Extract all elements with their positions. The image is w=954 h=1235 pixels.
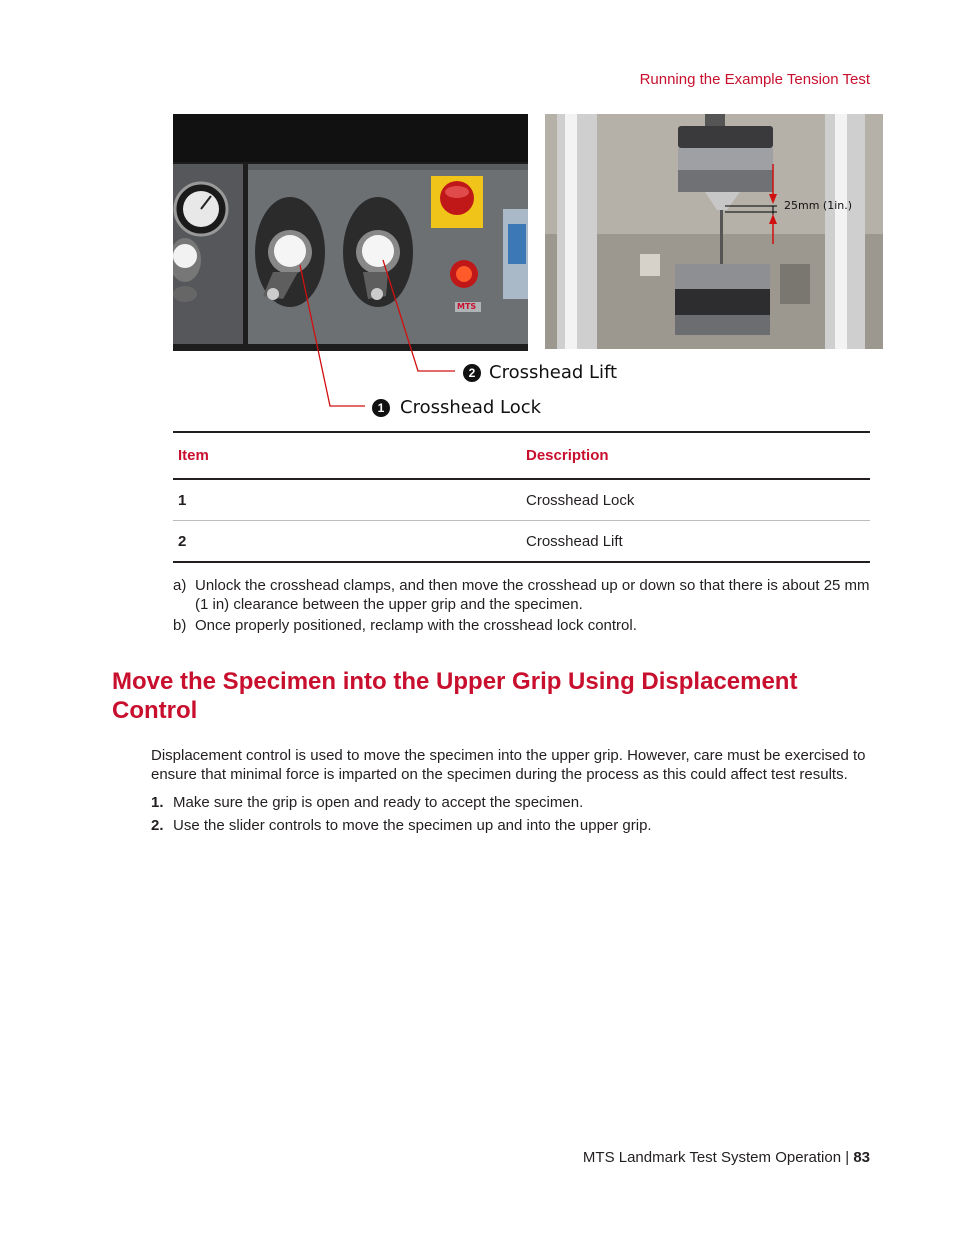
- page-footer: [583, 1149, 870, 1166]
- description-cell: Crosshead Lock: [521, 479, 870, 521]
- item-cell: 2: [173, 521, 521, 563]
- column-header-description: Description: [521, 432, 870, 479]
- step-text: Make sure the grip is open and ready to accept the specimen.: [173, 794, 584, 811]
- running-header: Running the Example Tension Test: [639, 71, 870, 88]
- list-item: [173, 576, 873, 614]
- step-number: 1.: [151, 794, 164, 811]
- description-cell: Crosshead Lift: [521, 521, 870, 563]
- callout-number: 1: [372, 399, 390, 417]
- section-paragraph: Displacement control is used to move the specimen into the upper grip. However, care must be exercised to ensure that minimal force is imparted on the specimen during the process as this could affect test results.: [151, 747, 866, 783]
- list-text: Once properly positioned, reclamp with the crosshead lock control.: [195, 617, 637, 634]
- callout-crosshead-lift: [463, 362, 617, 383]
- numbered-step-list: [151, 793, 873, 839]
- table-row: [173, 521, 870, 563]
- table-row: [173, 479, 870, 521]
- list-marker: a): [173, 577, 187, 594]
- step-text: Use the slider controls to move the specimen up and into the upper grip.: [173, 817, 652, 834]
- section-heading: Move the Specimen into the Upper Grip Using Displacement Control: [112, 668, 798, 724]
- list-marker: b): [173, 617, 187, 634]
- list-text: Unlock the crosshead clamps, and then move the crosshead up or down so that there is about 25 mm (1 in) clearance between the upper grip and the specimen.: [195, 577, 870, 613]
- brand-label: MTS: [457, 302, 477, 311]
- callout-number: 2: [463, 364, 481, 382]
- item-description-table: [173, 431, 870, 563]
- table-header-row: [173, 432, 870, 479]
- list-item: [151, 816, 873, 835]
- callout-label: Crosshead Lock: [400, 397, 542, 418]
- step-number: 2.: [151, 817, 164, 834]
- item-cell: 1: [173, 479, 521, 521]
- callout-label: Crosshead Lift: [489, 362, 618, 383]
- list-item: [151, 793, 873, 812]
- page-number: 83: [853, 1149, 870, 1166]
- sub-step-list: [173, 576, 873, 637]
- callout-crosshead-lock: [372, 397, 541, 418]
- list-item: [173, 616, 873, 635]
- column-header-item: Item: [173, 432, 521, 479]
- clearance-annotation: 25mm (1in.): [784, 199, 853, 212]
- footer-doc-title: MTS Landmark Test System Operation |: [582, 1149, 850, 1166]
